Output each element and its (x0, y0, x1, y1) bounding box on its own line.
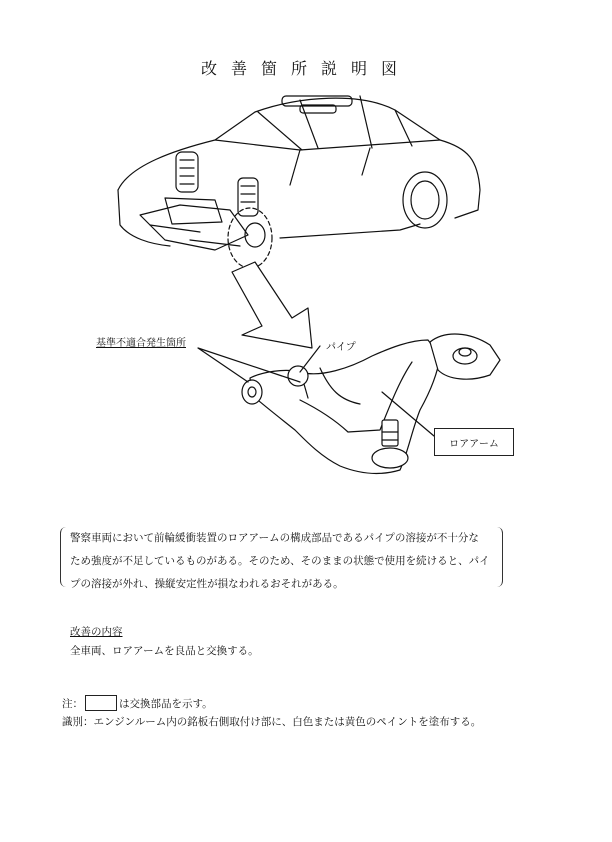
description-line: ため強度が不足しているものがある。そのため、そのままの状態で使用を続けると、パイ (70, 555, 490, 567)
note (62, 695, 213, 711)
lower-arm-label-box (434, 428, 514, 456)
note-suffix: は交換部品を示す。 (119, 697, 213, 710)
description-line: プの溶接が外れ、操縦安定性が損なわれるおそれがある。 (70, 578, 344, 590)
improvement-body: 全車両、ロアアームを良品と交換する。 (70, 645, 259, 657)
description-line: 警察車両において前輪緩衝装置のロアアームの構成部品であるパイプの溶接が不十分な (70, 532, 479, 544)
defect-description (64, 527, 500, 590)
improvement-heading: 改善の内容 (70, 626, 123, 638)
lower-arm-label: ロアアーム (449, 438, 499, 450)
pipe-label: パイプ (326, 342, 356, 353)
page-title: 改善箇所説明図 (200, 59, 411, 78)
identification-text: 識別：エンジンルーム内の銘板右側取付け部に、白色または黄色のペイントを塗布する。 (62, 716, 482, 728)
defect-site-label: 基準不適合発生箇所 (96, 338, 186, 349)
note-prefix: 注： (62, 697, 83, 710)
replacement-part-legend-box (85, 695, 117, 711)
